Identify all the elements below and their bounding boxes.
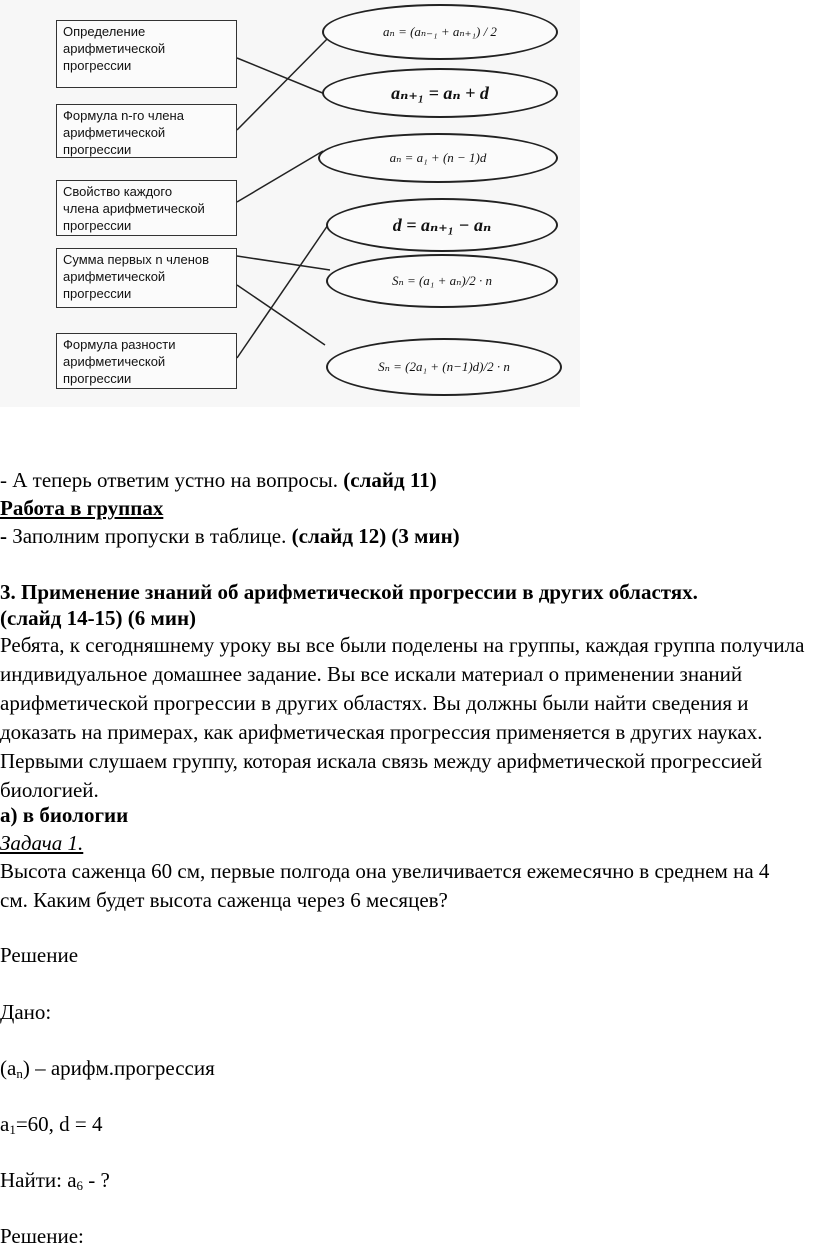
dash: - xyxy=(0,524,7,548)
box-term-property xyxy=(56,180,237,236)
text-plain: - ? xyxy=(83,1168,110,1192)
subscript: 6 xyxy=(76,1178,84,1193)
given-label: Дано: xyxy=(0,1000,52,1024)
formula-text: aₙ = (aₙ₋₁ + aₙ₊₁) / 2 xyxy=(383,24,497,39)
formula-text: Sₙ = (2a₁ + (n−1)d)/2 · n xyxy=(378,359,510,374)
box-text: арифметической xyxy=(63,41,166,56)
box-text: арифметической xyxy=(63,269,166,284)
box-text: арифметической xyxy=(63,125,166,140)
text-plain: Найти: a xyxy=(0,1168,77,1192)
box-nth-term-formula xyxy=(56,104,237,158)
box-text: прогрессии xyxy=(63,371,132,386)
formula-text: Sₙ = (a₁ + aₙ)/2 · n xyxy=(391,273,493,288)
box-definition xyxy=(56,20,237,88)
formula-text: d = aₙ₊₁ − aₙ xyxy=(392,214,492,235)
progression-line xyxy=(0,1054,816,1083)
section-heading: 3. Применение знаний об арифметической прогрессии в других областях. xyxy=(0,580,698,604)
box-text: члена арифметической xyxy=(63,201,205,216)
box-text: Определение xyxy=(63,24,146,39)
formula-text: aₙ₊₁ = aₙ + d xyxy=(391,82,489,103)
solution-label: Решение xyxy=(0,943,79,967)
connector-line xyxy=(237,256,330,270)
box-text: прогрессии xyxy=(63,142,132,157)
text-plain: Заполним пропуски в таблице. xyxy=(7,524,292,548)
biology-subheading: а) в биологии xyxy=(0,803,129,827)
slide-ref: (слайд 12) (3 мин) xyxy=(291,524,460,548)
box-text: Формула n-го члена xyxy=(63,108,184,123)
box-text: прогрессии xyxy=(63,286,132,301)
matching-diagram xyxy=(0,0,580,407)
text-plain: (a xyxy=(0,1056,17,1080)
intro-paragraph: Ребята, к сегодняшнему уроку вы все были поделены на группы, каждая группа получила индивидуальное домашнее задание. Вы все искали материал о применении знаний арифметической прогрессии в других областях. Вы должны были найти сведения и доказать на примерах, как арифметическая прогрессия применяется в других науках. Первыми слушаем группу, которая искала связь между арифметической прогрессией биологией. xyxy=(0,633,805,802)
formula-oval xyxy=(326,198,558,252)
formula-oval xyxy=(326,338,562,396)
subscript: n xyxy=(16,1066,23,1081)
text-plain: - А теперь ответим устно на вопросы. xyxy=(0,468,344,492)
given-values-line xyxy=(0,1110,816,1139)
formula-oval xyxy=(322,68,558,118)
text-plain: =60, d = 4 xyxy=(15,1112,103,1136)
formula-oval xyxy=(322,4,558,60)
text-plain: ) – арифм.прогрессия xyxy=(22,1056,215,1080)
box-difference-formula xyxy=(56,333,237,389)
section-heading-slides: (слайд 14-15) (6 мин) xyxy=(0,606,197,630)
formula-text: aₙ = a₁ + (n − 1)d xyxy=(389,150,487,165)
box-text: Формула разности xyxy=(63,337,176,352)
subscript: 1 xyxy=(9,1122,16,1137)
find-line xyxy=(0,1166,816,1195)
fill-table-line xyxy=(0,522,816,551)
group-work-heading: Работа в группах xyxy=(0,496,164,520)
formula-oval xyxy=(318,133,558,183)
oral-questions-line xyxy=(0,466,816,495)
task-text: Высота саженца 60 см, первые полгода она увеличивается ежемесячно в среднем на 4 см. Каким будет высота саженца через 6 месяцев? xyxy=(0,859,770,912)
connector-line xyxy=(237,222,330,358)
box-text: арифметической xyxy=(63,354,166,369)
connector-line xyxy=(237,33,333,130)
text-plain: a xyxy=(0,1112,10,1136)
connector-line xyxy=(237,58,325,94)
slide-ref: (слайд 11) xyxy=(343,468,437,492)
box-text: Свойство каждого xyxy=(63,184,173,199)
formula-oval xyxy=(326,254,558,308)
box-text: Сумма первых n членов xyxy=(63,252,210,267)
solution-label-2: Решение: xyxy=(0,1224,84,1248)
task-label: Задача 1. xyxy=(0,831,84,855)
box-text: прогрессии xyxy=(63,58,132,73)
box-sum-first-n xyxy=(56,248,237,308)
box-text: прогрессии xyxy=(63,218,132,233)
connector-line xyxy=(237,151,323,202)
